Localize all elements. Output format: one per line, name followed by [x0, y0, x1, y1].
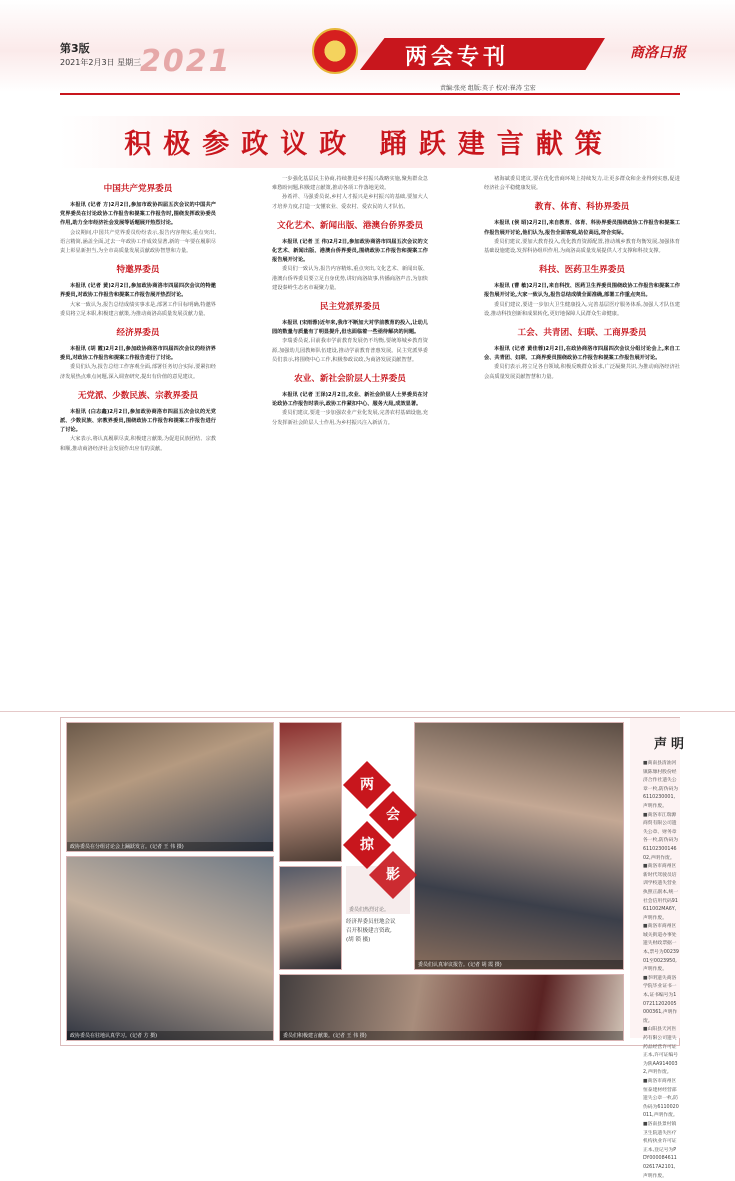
photo-caption: 委员们热烈讨论。 — [349, 907, 390, 913]
declaration-item: ■商洛市江瑞源商贸有限公司遗失公章、财务章各一枚,防伪码为6110230014602,声明作废。 — [643, 812, 679, 861]
subheading: 工会、共青团、妇联、工商界委员 — [517, 328, 647, 339]
snapshot-caption: 经济界委员驻地会议召开积极建言资政,(胡 锁 摄) — [346, 919, 396, 943]
paragraph: 本报讯 (记者 黄)2月2日,参加政协商洛市四届四次会议的特邀界委员,对政协工作报告和提案工作报告展开热烈讨论。 — [60, 283, 216, 299]
photo-caption: 政协委员在驻地认真学习。(记者 方 摄) — [67, 1031, 273, 1040]
badge-char: 掠 — [360, 837, 374, 853]
section-divider — [0, 711, 735, 712]
news-photo — [66, 722, 274, 852]
paragraph: 委员们建议,要加大教育投入,优化教育资源配置,推动城乡教育均衡发展,加强体育基础设施建设,发挥科协组织作用,为商洛高质量发展提供人才支撑和科技支撑。 — [484, 238, 680, 255]
paragraph: 李瑞委员说,目前我市学前教育发展仍不均衡,要统筹城乡教育资源,加强幼儿园教师队伍建设,推动学前教育普惠发展。民主党派界委员们表示,将围绕中心工作,积极参政议政,为商洛发展贡献智慧。 — [272, 338, 428, 363]
paragraph: 委员们建议,要进一步加大卫生健康投入,完善基层医疗服务体系,加强人才队伍建设,推动科技创新和成果转化,更好地保障人民群众生命健康。 — [484, 301, 680, 317]
news-photo — [279, 974, 624, 1041]
article-column-3 — [484, 175, 680, 382]
paragraph: 本报讯 (宋雨蓉)近年来,我市不断加大对学前教育的投入,让幼儿园的数量与质量有了明显提升,但也面临着一些亟待解决的问题。 — [272, 320, 428, 336]
header-divider — [60, 93, 680, 95]
article-column-1 — [60, 175, 216, 454]
subheading: 无党派、少数民族、宗教界委员 — [77, 390, 199, 401]
photo-caption: 委员们积极建言献策。(记者 王 伟 摄) — [280, 1031, 623, 1040]
issue-date: 2021年2月3日 星期三 — [60, 58, 142, 67]
declaration-item: ■商洛市商州区恒泰建材经营部遗失公章一枚,防伪码为6110020011,声明作废。 — [643, 1078, 679, 1119]
paragraph: 本报讯 (记者 王 伟)2月2日,参加政协商洛市四届五次会议的文化艺术、新闻出版、港澳台侨界委员,围绕政协工作报告和提案工作报告展开讨论。 — [272, 238, 428, 264]
subheading: 农业、新社会阶层人士界委员 — [294, 374, 406, 385]
declaration-title: 声明 — [654, 737, 689, 752]
subheading: 民主党派界委员 — [319, 302, 381, 313]
news-photo — [414, 722, 624, 970]
paragraph: 褚海斌委员建议,要在优化营商环境上持续发力,让更多群众和企业得到实惠,促进经济社会平稳健康发展。 — [484, 176, 680, 192]
paragraph: 大家表示,将认真履职尽责,积极建言献策,为促进民族团结、宗教和顺,推动商洛经济社会发展作出应有的贡献。 — [60, 436, 216, 452]
declaration-item: ■洛南县景村镇卫生院遗失医疗机构执业许可证正本,登记号为PDY00008461102617A2101,声明作废。 — [643, 1121, 677, 1179]
paragraph: 孙希祥、马强委员说,乡村人才振兴是乡村振兴的基础,要加大人才培养力度,打造一支懂农业、爱农村、爱农民的人才队伍。 — [272, 194, 428, 210]
paragraph: 一步强化基层民主协商,持续推进乡村振兴战略实施,聚焦群众急难愁盼问题,积极建言献策,推动各项工作落地见效。 — [272, 176, 428, 192]
news-photo — [279, 722, 342, 862]
declaration-item: ■李明遗失商洛学院毕业证书一本,证书编号为107211202005000361,声明作废。 — [643, 975, 678, 1024]
paragraph: 本报讯 (记者 黄佳蓉)2月2日,在政协商洛市四届四次会议分组讨论会上,来自工会、共青团、妇联、工商界委员围绕政协工作报告和提案工作报告展开讨论。 — [484, 346, 680, 362]
editor-credits: 责编:张亮 组版:英子 校对:崔涛 宝宏 — [440, 85, 536, 92]
subheading: 教育、体育、科协界委员 — [534, 202, 630, 213]
newspaper-logo: 商洛日报 — [630, 45, 686, 61]
subheading: 特邀界委员 — [116, 265, 160, 276]
declaration-list — [643, 760, 679, 1181]
paragraph: 本报讯 (记者 王泽)2月2日,农业、新社会阶层人士界委员在讨论政协工作报告时表示,政协工作紧扣中心、服务大局,成效显著。 — [272, 392, 428, 408]
page-header-band — [0, 0, 735, 92]
paragraph: 本报讯 (白志鑫)2月2日,参加政协商洛市四届五次会议的无党派、少数民族、宗教界委员,围绕政协工作报告和提案工作报告进行了讨论。 — [60, 408, 216, 434]
declaration-item: ■商南县清油河镇陈塬村股份经济合作社遗失公章一枚,防伪码为6110230001,声明作废。 — [643, 761, 679, 809]
paragraph: 委员们表示,将立足各自领域,积极反映群众诉求,广泛凝聚共识,为推动商洛经济社会高质量发展贡献智慧和力量。 — [484, 364, 680, 380]
paragraph: 本报讯 (胡 霞)2月2日,参加政协商洛市四届四次会议的经济界委员,对政协工作报告和提案工作报告进行了讨论。 — [60, 346, 216, 362]
paragraph: 本报讯 (记者 方)2月2日,参加市政协四届五次会议的中国共产党界委员在讨论政协工作报告和提案工作报告时,围绕发挥政协委员作用,助力全市经济社会发展等话题展开热烈讨论。 — [60, 202, 216, 227]
badge-char: 影 — [386, 867, 400, 883]
paragraph: 委员们一致认为,报告内容精炼,重点突出,文化艺术、新闻出版、港澳台侨界委员要立足自身优势,讲好商洛故事,传播商洛声音,为加快建设秦岭生态名市凝聚力量。 — [272, 266, 428, 291]
paragraph: 委员们认为,报告总结工作客观全面,部署任务切合实际,要紧扣经济发展热点难点问题,深入调查研究,提出有价值的意见建议。 — [60, 364, 216, 380]
news-photo — [66, 856, 274, 1041]
page-headline: 积极参政议政 踊跃建言献策 — [124, 129, 614, 160]
declaration-item: ■山阳县天河医药有限公司遗失药品经营许可证正本,许可证编号为陕AA9140032,声明作废。 — [643, 1027, 679, 1076]
article-column-2 — [272, 175, 428, 428]
paragraph: 委员们建议,要进一步加强农业产业化发展,完善农村基础设施,充分发挥新社会阶层人士作用,为乡村振兴注入新活力。 — [272, 410, 428, 426]
section-title: 两会专刊 — [405, 45, 510, 70]
paragraph: 本报讯 (侯 昭)2月2日,来自教育、体育、科协界委员围绕政协工作报告和提案工作报告展开讨论,他们认为,报告全面客观,站位高远,符合实际。 — [484, 220, 680, 236]
paragraph: 本报讯 (曹 敏)2月2日,来自科技、医药卫生界委员围绕政协工作报告和提案工作报告展开讨论,大家一致认为,报告总结成绩全面准确,部署工作重点突出。 — [484, 283, 680, 299]
badge-char: 两 — [360, 777, 374, 793]
declaration-item: ■商洛市商州区城关街道办事处遗失财政票据一本,票号为0023901至0023950,声明作废。 — [643, 924, 679, 973]
photo-caption: 委员们认真审议报告。(记者 胡 霞 摄) — [415, 960, 623, 969]
subheading: 科技、医药卫生界委员 — [539, 265, 625, 276]
news-photo — [279, 866, 342, 970]
subheading: 中国共产党界委员 — [103, 184, 173, 194]
paragraph: 会议期间,中国共产党界委员纷纷表示,报告内容翔实,重点突出,语言精简,涵盖全面,过去一年政协工作成效显著,新的一年要在履职尽责上彰显新担当,为全市高质量发展贡献政协智慧和力量。 — [60, 229, 216, 255]
subheading: 经济界委员 — [116, 328, 160, 339]
page-number: 第3版 — [60, 42, 90, 55]
badge-char: 会 — [386, 807, 400, 823]
decorative-year: 2021 — [140, 44, 232, 79]
paragraph: 大家一致认为,报告总结成绩实事求是,部署工作目标明确,特邀界委员将立足本职,积极建言献策,为推动商洛高质量发展贡献力量。 — [60, 301, 216, 317]
subheading: 文化艺术、新闻出版、港澳台侨界委员 — [276, 220, 424, 231]
cppcc-emblem-icon — [312, 28, 358, 74]
photo-caption: 政协委员在分组讨论会上踊跃发言。(记者 王 伟 摄) — [67, 842, 273, 851]
declaration-item: ■商洛市商州区新时代驾驶员培训学校遗失营业执照正副本,统一社会信用代码91611002MA6Y,声明作废。 — [643, 864, 679, 921]
